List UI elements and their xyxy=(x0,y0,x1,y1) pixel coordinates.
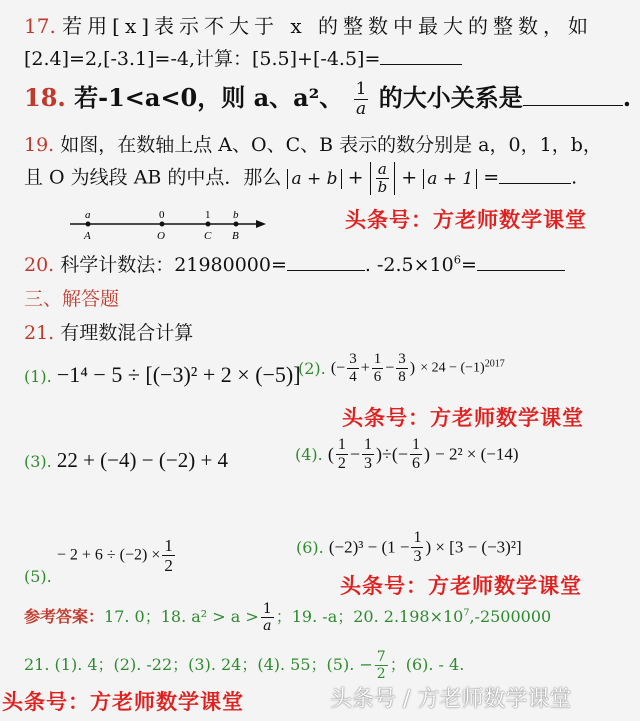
q19-fraction xyxy=(376,162,390,195)
q19-frac-den: b xyxy=(377,178,388,196)
q18-line xyxy=(24,78,631,118)
q17-text2: [2.4]=2,[-3.1]=-4,计算：[5.5]+[-4.5]= xyxy=(24,48,381,70)
expr-2-row: (2). (− $\frac{3}{4}$ + $\frac{1}{6}$ − $\frac{3}{8}$ ) × $24 - (-1)^{2017}$ xyxy=(298,351,505,385)
section-heading: 三、解答题 xyxy=(24,288,120,310)
expr-6-frac: $\frac{1}{3}$ xyxy=(413,529,422,565)
expr-5-label: (5). xyxy=(24,567,52,586)
expr-2-frac2: $\frac{1}{6}$ xyxy=(373,351,382,385)
number-line-diagram xyxy=(70,208,270,242)
q20-exponent: 6 xyxy=(453,252,461,267)
label-b-point: B xyxy=(232,230,239,242)
expr-6-row xyxy=(296,530,522,565)
q19-text2: 且 O 为线段 AB 的中点．那么 xyxy=(24,166,282,189)
expr-1-label: (1). xyxy=(24,367,52,386)
point-o xyxy=(160,222,165,227)
q20-equals: = xyxy=(460,254,477,276)
expr-1-row xyxy=(24,362,301,388)
answer-21: 21. (1). 4；(2). -22；(3). 24；(4). 55；(5). − xyxy=(24,655,373,674)
expr-2-label: (2). xyxy=(298,359,326,378)
q20-blank2 xyxy=(477,270,565,271)
q20-blank1 xyxy=(287,270,365,271)
q19-period: . xyxy=(571,166,578,189)
q19-abs2 xyxy=(370,162,396,195)
q21-title-line xyxy=(24,318,193,345)
watermark-2: 头条号：方老师数学课堂 xyxy=(342,406,584,430)
expr-3: 22 + (−4) − (−2) + 4 xyxy=(56,448,229,472)
point-c xyxy=(206,222,211,227)
point-b xyxy=(234,222,239,227)
expr-1: −1⁴ − 5 ÷ [(−3)² + 2 × (−5)] xyxy=(56,362,301,387)
answer-20-exp: 7 xyxy=(463,607,470,619)
answer-20-rest: ,-2500000 xyxy=(469,607,552,626)
q19-frac-num: a xyxy=(377,160,387,178)
expr-3-row xyxy=(24,448,228,473)
label-a-value: a xyxy=(85,209,91,221)
watermark-corner: 头条号 / 方老师数学课堂 xyxy=(330,687,572,712)
number-line-arrow xyxy=(256,220,266,228)
expr-6-post: ) × [3 − (−3)²] xyxy=(425,537,522,557)
q18-blank xyxy=(523,105,623,106)
q18-text2: 的大小关系是 xyxy=(378,83,523,112)
q21-title: 有理数混合计算 xyxy=(60,322,194,344)
q19-number: 19. xyxy=(24,134,55,156)
answer-21-frac: $\frac{7}{2}$ xyxy=(376,649,386,682)
q19-equals: = xyxy=(483,166,500,189)
expr-2-rest: × 24 − (−1) xyxy=(420,360,485,376)
answers-line1 xyxy=(24,602,551,633)
q19-blank xyxy=(499,183,571,184)
q19-line1 xyxy=(24,130,602,157)
q20-line xyxy=(24,250,565,277)
expr-5: − 2 + 6 ÷ (−2) × xyxy=(56,546,161,564)
q17-number: 17. xyxy=(24,14,56,38)
q18-period: . xyxy=(622,83,632,112)
q19-abs1: a + b xyxy=(287,169,341,189)
expr-2-exponent: 2017 xyxy=(484,358,505,370)
expr-4-label: (4). xyxy=(295,445,323,464)
q21-number: 21. xyxy=(24,322,55,344)
q17-blank xyxy=(380,64,462,65)
q20-number: 20. xyxy=(24,254,55,276)
label-o-value: 0 xyxy=(159,209,165,221)
q18-number: 18. xyxy=(24,83,66,112)
expr-4-frac3: $\frac{1}{6}$ xyxy=(412,436,421,472)
q20-text: 科学计数法：21980000= xyxy=(60,254,287,276)
answer-18-frac: $\frac{1}{a}$ xyxy=(262,601,272,634)
label-o-point: O xyxy=(157,230,165,242)
q18-text: 若-1<a<0，则 a、a²、 xyxy=(74,83,344,112)
expr-4-rest: − 2² × (−14) xyxy=(435,444,519,464)
expr-4-frac2: $\frac{1}{3}$ xyxy=(364,436,372,472)
expr-2-frac1: $\frac{3}{4}$ xyxy=(349,351,357,385)
watermark-1: 头条号：方老师数学课堂 xyxy=(345,208,587,232)
answers-line2 xyxy=(24,650,464,681)
q18-frac-num: 1 xyxy=(355,79,367,99)
expr-4-frac1: $\frac{1}{2}$ xyxy=(337,436,346,472)
q17-line2 xyxy=(24,44,462,71)
q18-frac-den: a xyxy=(355,99,367,119)
q19-text1: 如图，在数轴上点 A、O、C、B 表示的数分别是 a，0，1，b， xyxy=(60,134,602,156)
expr-3-label: (3). xyxy=(24,452,52,471)
expr-5-row xyxy=(24,536,177,586)
q18-fraction xyxy=(354,81,369,118)
answer-17: 17. 0； xyxy=(104,607,161,626)
expr-4-row: (4). ( $\frac{1}{2}$ − $\frac{1}{3}$ )÷(− $\frac{1}{6}$ ) − 2² × (−14) xyxy=(295,436,519,472)
label-b-value: b xyxy=(233,209,239,221)
label-a-point: A xyxy=(84,230,91,242)
expr-2-frac3: $\frac{3}{8}$ xyxy=(398,351,406,385)
point-a xyxy=(86,222,91,227)
answers-label: 参考答案： xyxy=(24,607,105,626)
q19-abs3: a + 1 xyxy=(423,169,477,189)
label-c-point: C xyxy=(204,230,212,242)
q19-line2: 且 O 为线段 AB 的中点．那么 a + b + $\frac{a}{b}$ + a + 1 = . xyxy=(24,160,578,196)
q17-text1: 若用[x]表示不大于 x 的整数中最大的整数，如 xyxy=(62,14,594,38)
watermark-4: 头条号：方老师数学课堂 xyxy=(2,690,244,714)
label-c-value: 1 xyxy=(205,209,211,221)
expr-5-frac: $\frac{1}{2}$ xyxy=(164,536,173,575)
expr-2-open: (− xyxy=(330,359,346,377)
q20-mid: . -2.5×10 xyxy=(364,254,454,276)
answer-21-rest: ；(6). - 4. xyxy=(389,655,465,674)
answer-20: 20. 2.198×10 xyxy=(353,607,464,626)
answer-19: ；19. -a； xyxy=(275,607,354,626)
watermark-3: 头条号：方老师数学课堂 xyxy=(340,574,582,598)
expr-6-pre: (−2)³ − (1 − xyxy=(328,537,410,557)
q17-line1 xyxy=(24,10,593,39)
answer-18: 18. a² > a > xyxy=(160,607,259,626)
expr-6-label: (6). xyxy=(296,538,324,557)
